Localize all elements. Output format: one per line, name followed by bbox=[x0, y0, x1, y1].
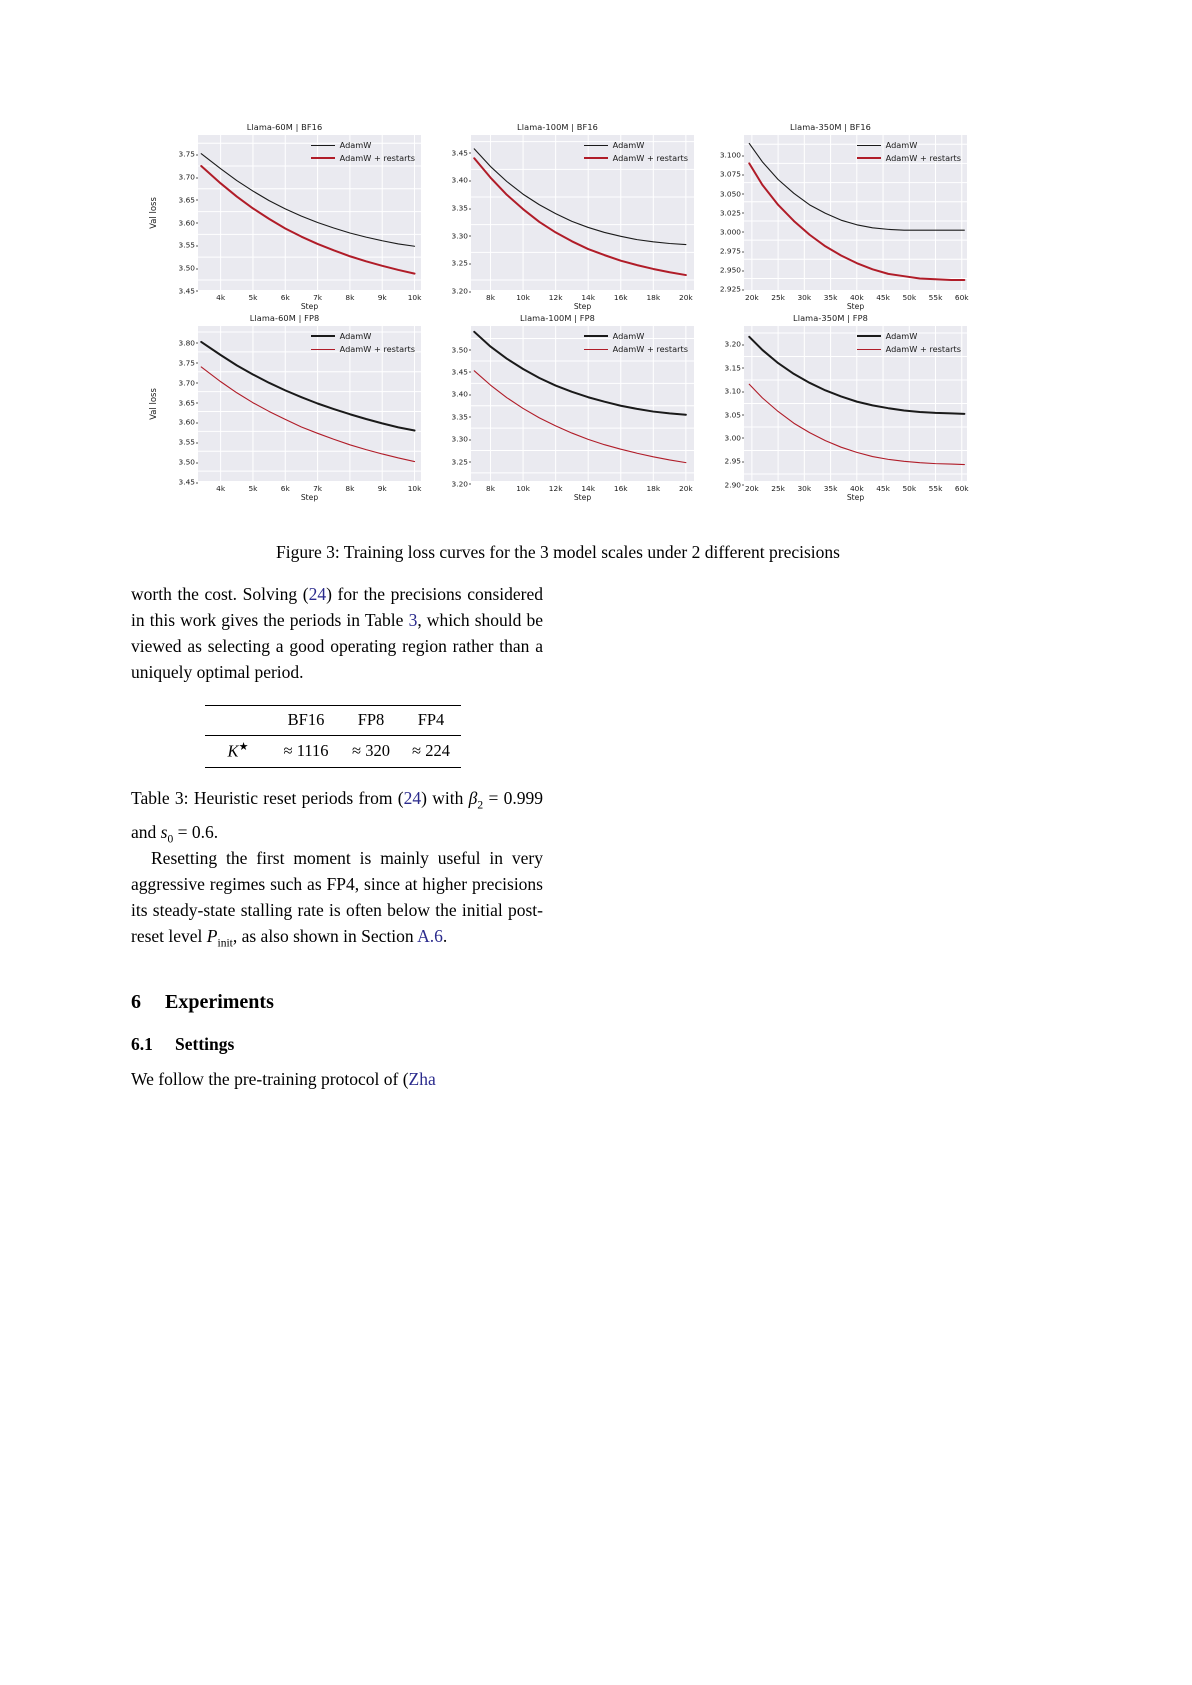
y-axis-label-container bbox=[694, 326, 710, 481]
x-tick-label: 25k bbox=[771, 484, 785, 493]
legend-swatch-adamw bbox=[857, 145, 881, 146]
y-tick-label: 3.40 bbox=[451, 389, 468, 399]
para1-part-c: , which should be viewed as selecting a good operating region rather than a uniquely optimal period. bbox=[131, 610, 543, 682]
y-tick-label: 2.975 bbox=[719, 246, 741, 256]
legend-item-restarts bbox=[311, 344, 415, 354]
legend-label-adamw: AdamW bbox=[612, 140, 645, 150]
y-axis-label-container bbox=[148, 326, 164, 481]
table-cell-fp4: ≈ 224 bbox=[401, 736, 461, 768]
x-tick-label: 18k bbox=[646, 293, 661, 302]
star-superscript: ★ bbox=[238, 741, 249, 753]
y-axis-label-container bbox=[421, 135, 437, 290]
x-tick-label: 40k bbox=[849, 293, 864, 302]
chart-llama-100m-fp8 bbox=[421, 313, 694, 504]
x-tick-label: 30k bbox=[797, 293, 812, 302]
section-6-number: 6 bbox=[131, 991, 141, 1013]
x-axis-ticks bbox=[471, 290, 694, 303]
x-tick-label: 10k bbox=[407, 293, 422, 302]
y-axis-ticks bbox=[710, 326, 744, 490]
x-axis-label: Step bbox=[573, 493, 592, 502]
y-tick-label: 3.25 bbox=[451, 258, 468, 268]
table-row bbox=[205, 736, 461, 768]
x-tick-label: 5k bbox=[248, 293, 258, 302]
ref-eq-24-table[interactable]: 24 bbox=[403, 788, 422, 808]
x-axis-label: Step bbox=[300, 493, 319, 502]
legend bbox=[311, 140, 415, 163]
para3-a: We follow the pre-training protocol of ( bbox=[131, 1069, 409, 1089]
ref-eq-24[interactable]: 24 bbox=[308, 584, 327, 604]
x-axis-label: Step bbox=[846, 302, 865, 311]
para1-part-b: ) for the precisions considered in this work gives the periods in Table bbox=[131, 584, 543, 630]
table-row-label bbox=[205, 736, 271, 768]
para2-lead: Resetting the first moment is mainly useful in very aggressive regimes such as FP4, since at higher precisions its steady-state stalling rate is often below the initial post-reset level bbox=[131, 848, 543, 946]
p-symbol: P bbox=[206, 926, 218, 946]
x-tick-label: 5k bbox=[248, 484, 258, 493]
table-header-blank bbox=[205, 706, 271, 736]
x-tick-label: 14k bbox=[581, 484, 596, 493]
x-axis-ticks bbox=[198, 481, 421, 494]
y-axis-label: Val loss bbox=[148, 387, 159, 420]
y-tick-label: 3.05 bbox=[724, 410, 741, 419]
table-cell-bf16: ≈ 1116 bbox=[271, 736, 341, 768]
x-axis-label: Step bbox=[573, 302, 592, 311]
y-tick-label: 3.20 bbox=[451, 286, 468, 296]
legend-item-restarts bbox=[857, 153, 961, 163]
legend bbox=[857, 331, 961, 354]
legend-item-adamw bbox=[857, 331, 961, 341]
legend-swatch-adamw bbox=[584, 335, 608, 337]
x-tick-label: 20k bbox=[745, 484, 759, 493]
legend-swatch-adamw bbox=[857, 335, 881, 337]
table-caption-a: Table 3: Heuristic reset periods from ( bbox=[131, 788, 404, 808]
x-tick-label: 20k bbox=[679, 293, 693, 302]
plot-area bbox=[198, 135, 421, 290]
x-tick-label: 18k bbox=[646, 484, 661, 493]
x-tick-label: 60k bbox=[954, 293, 969, 302]
legend-swatch-adamw bbox=[311, 335, 335, 337]
y-tick-label: 3.20 bbox=[724, 339, 741, 349]
p-init-subscript: init bbox=[217, 937, 233, 950]
x-tick-label: 35k bbox=[823, 484, 838, 493]
y-tick-label: 3.20 bbox=[451, 479, 468, 489]
x-tick-label: 45k bbox=[876, 484, 890, 493]
plot-area bbox=[198, 326, 421, 481]
chart-title: Llama-100M | FP8 bbox=[520, 313, 595, 323]
ref-table-3[interactable]: 3 bbox=[408, 610, 418, 630]
legend-label-restarts: AdamW + restarts bbox=[885, 344, 961, 354]
y-tick-label: 3.30 bbox=[451, 231, 468, 241]
para2-end: . bbox=[442, 926, 448, 946]
beta-subscript: 2 bbox=[477, 799, 484, 812]
y-tick-label: 3.45 bbox=[451, 367, 468, 377]
y-axis-ticks bbox=[437, 135, 471, 296]
y-tick-label: 3.15 bbox=[724, 363, 741, 373]
section-61-title: Settings bbox=[175, 1034, 235, 1054]
x-tick-label: 35k bbox=[823, 293, 838, 302]
legend-swatch-restarts bbox=[857, 349, 881, 350]
x-tick-label: 55k bbox=[928, 484, 943, 493]
legend-label-restarts: AdamW + restarts bbox=[612, 153, 688, 163]
legend-label-adamw: AdamW bbox=[612, 331, 645, 341]
y-tick-label: 3.025 bbox=[719, 208, 741, 218]
x-tick-label: 60k bbox=[954, 484, 969, 493]
y-axis-label: Val loss bbox=[148, 196, 159, 229]
y-tick-label: 3.45 bbox=[451, 148, 468, 158]
x-tick-label: 4k bbox=[216, 484, 226, 493]
y-tick-label: 3.30 bbox=[451, 434, 468, 444]
s-symbol: s bbox=[160, 821, 168, 842]
chart-llama-100m-bf16 bbox=[421, 122, 694, 313]
x-tick-label: 6k bbox=[280, 484, 290, 493]
y-tick-label: 3.45 bbox=[178, 477, 195, 487]
legend-label-restarts: AdamW + restarts bbox=[339, 153, 415, 163]
x-tick-label: 50k bbox=[902, 293, 917, 302]
y-tick-label: 3.65 bbox=[178, 195, 195, 205]
legend bbox=[311, 331, 415, 354]
y-axis-label-container bbox=[148, 135, 164, 290]
y-tick-label: 3.70 bbox=[178, 378, 195, 388]
y-tick-label: 3.80 bbox=[178, 338, 195, 348]
chart-row-bf16 bbox=[148, 122, 968, 313]
y-tick-label: 3.00 bbox=[724, 433, 741, 443]
plot-area bbox=[744, 135, 967, 290]
figure-3 bbox=[148, 122, 968, 504]
legend-item-adamw bbox=[584, 140, 688, 150]
legend bbox=[857, 140, 961, 163]
x-tick-label: 10k bbox=[516, 484, 530, 493]
x-tick-label: 16k bbox=[613, 484, 628, 493]
chart-title: Llama-350M | FP8 bbox=[793, 313, 868, 323]
legend-item-adamw bbox=[311, 140, 415, 150]
y-axis-label-container bbox=[694, 135, 710, 290]
legend-label-adamw: AdamW bbox=[339, 331, 372, 341]
legend-label-adamw: AdamW bbox=[885, 331, 918, 341]
legend-swatch-adamw bbox=[311, 145, 335, 146]
chart-title: Llama-100M | BF16 bbox=[517, 122, 598, 132]
table-header-fp8: FP8 bbox=[341, 706, 401, 736]
x-tick-label: 14k bbox=[581, 293, 596, 302]
table-caption-b: ) with bbox=[421, 788, 469, 808]
x-tick-label: 30k bbox=[797, 484, 812, 493]
legend bbox=[584, 140, 688, 163]
y-axis-ticks bbox=[437, 326, 471, 489]
chart-row-fp8 bbox=[148, 313, 968, 504]
chart-title: Llama-60M | FP8 bbox=[249, 313, 320, 323]
plot-area bbox=[471, 135, 694, 290]
x-tick-label: 45k bbox=[876, 293, 890, 302]
legend-item-adamw bbox=[584, 331, 688, 341]
x-tick-label: 10k bbox=[516, 293, 530, 302]
x-axis-ticks bbox=[471, 481, 694, 494]
legend-label-restarts: AdamW + restarts bbox=[612, 344, 688, 354]
x-tick-label: 40k bbox=[849, 484, 864, 493]
y-axis-ticks bbox=[164, 326, 198, 487]
chart-title: Llama-60M | BF16 bbox=[246, 122, 323, 132]
table-caption-c: = 0.999 and bbox=[131, 788, 543, 842]
y-tick-label: 3.000 bbox=[719, 227, 741, 237]
y-tick-label: 2.95 bbox=[724, 456, 741, 466]
x-tick-label: 7k bbox=[313, 484, 323, 493]
x-tick-label: 55k bbox=[928, 293, 943, 302]
paragraph-settings bbox=[131, 1066, 543, 1092]
x-tick-label: 12k bbox=[548, 484, 563, 493]
x-axis-ticks bbox=[198, 290, 421, 303]
y-tick-label: 2.90 bbox=[724, 480, 741, 490]
section-6-heading bbox=[131, 989, 543, 1015]
legend-item-restarts bbox=[857, 344, 961, 354]
x-tick-label: 25k bbox=[771, 293, 785, 302]
table-cell-fp8: ≈ 320 bbox=[341, 736, 401, 768]
table-caption-d: = 0.6. bbox=[173, 821, 219, 842]
y-tick-label: 3.50 bbox=[451, 345, 468, 355]
x-tick-label: 8k bbox=[486, 293, 496, 302]
x-tick-label: 16k bbox=[613, 293, 628, 302]
y-tick-label: 3.40 bbox=[451, 175, 468, 185]
chart-llama-60m-fp8 bbox=[148, 313, 421, 504]
legend bbox=[584, 331, 688, 354]
legend-item-adamw bbox=[311, 331, 415, 341]
k-symbol: K bbox=[227, 741, 239, 761]
x-tick-label: 12k bbox=[548, 293, 563, 302]
y-axis-ticks bbox=[164, 135, 198, 296]
plot-area bbox=[744, 326, 967, 481]
table-header-fp4: FP4 bbox=[401, 706, 461, 736]
y-tick-label: 3.55 bbox=[178, 437, 195, 447]
x-tick-label: 20k bbox=[745, 293, 759, 302]
legend-item-restarts bbox=[584, 344, 688, 354]
y-tick-label: 3.10 bbox=[724, 386, 741, 396]
chart-title: Llama-350M | BF16 bbox=[790, 122, 871, 132]
plot-area bbox=[471, 326, 694, 481]
paragraph-worth-the-cost bbox=[131, 581, 543, 685]
legend-swatch-adamw bbox=[584, 145, 608, 146]
legend-item-restarts bbox=[311, 153, 415, 163]
y-tick-label: 3.25 bbox=[451, 457, 468, 467]
y-tick-label: 3.60 bbox=[178, 218, 195, 228]
y-axis-label-container bbox=[421, 326, 437, 481]
x-tick-label: 9k bbox=[377, 484, 387, 493]
section-61-number: 6.1 bbox=[131, 1034, 153, 1054]
section-6-title: Experiments bbox=[165, 991, 274, 1013]
chart-llama-350m-fp8 bbox=[694, 313, 967, 504]
y-tick-label: 2.925 bbox=[719, 284, 741, 294]
legend-item-restarts bbox=[584, 153, 688, 163]
figure-caption: Figure 3: Training loss curves for the 3 model scales under 2 different precisions bbox=[276, 542, 840, 562]
legend-label-adamw: AdamW bbox=[885, 140, 918, 150]
table-header-bf16: BF16 bbox=[271, 706, 341, 736]
para1-part-a: worth the cost. Solving ( bbox=[131, 584, 309, 604]
x-tick-label: 8k bbox=[345, 484, 355, 493]
section-61-heading bbox=[131, 1031, 543, 1057]
y-tick-label: 3.100 bbox=[719, 150, 741, 160]
legend-swatch-restarts bbox=[857, 157, 881, 159]
x-axis-label: Step bbox=[846, 493, 865, 502]
ref-citation-zha[interactable]: Zha bbox=[408, 1069, 436, 1089]
chart-llama-350m-bf16 bbox=[694, 122, 967, 313]
table-3-caption bbox=[131, 785, 543, 852]
x-tick-label: 50k bbox=[902, 484, 917, 493]
x-tick-label: 8k bbox=[345, 293, 355, 302]
y-tick-label: 3.50 bbox=[178, 457, 195, 467]
y-tick-label: 3.75 bbox=[178, 358, 195, 368]
legend-label-adamw: AdamW bbox=[339, 140, 372, 150]
y-tick-label: 3.075 bbox=[719, 169, 741, 179]
table-header-row bbox=[205, 706, 461, 736]
x-tick-label: 4k bbox=[216, 293, 226, 302]
s-subscript: 0 bbox=[167, 833, 174, 845]
ref-section-a6[interactable]: A.6 bbox=[417, 926, 443, 946]
legend-swatch-restarts bbox=[584, 157, 608, 159]
y-tick-label: 2.950 bbox=[719, 265, 741, 275]
y-tick-label: 3.55 bbox=[178, 240, 195, 250]
legend-item-adamw bbox=[857, 140, 961, 150]
chart-llama-60m-bf16 bbox=[148, 122, 421, 313]
y-tick-label: 3.50 bbox=[178, 263, 195, 273]
y-tick-label: 3.75 bbox=[178, 149, 195, 159]
paragraph-resetting-first-moment bbox=[131, 845, 543, 957]
para2-mid: , as also shown in Section bbox=[232, 926, 418, 946]
legend-swatch-restarts bbox=[311, 349, 335, 350]
x-tick-label: 20k bbox=[679, 484, 693, 493]
y-tick-label: 3.45 bbox=[178, 286, 195, 296]
reset-periods-table bbox=[205, 705, 461, 768]
y-tick-label: 3.70 bbox=[178, 172, 195, 182]
x-axis-ticks bbox=[744, 290, 967, 303]
legend-swatch-restarts bbox=[311, 157, 335, 159]
x-tick-label: 7k bbox=[313, 293, 323, 302]
x-tick-label: 9k bbox=[377, 293, 387, 302]
legend-label-restarts: AdamW + restarts bbox=[339, 344, 415, 354]
x-tick-label: 8k bbox=[486, 484, 496, 493]
y-tick-label: 3.65 bbox=[178, 398, 195, 408]
legend-swatch-restarts bbox=[584, 349, 608, 350]
table-3 bbox=[205, 705, 461, 768]
x-tick-label: 10k bbox=[407, 484, 422, 493]
y-axis-ticks bbox=[710, 135, 744, 294]
beta-symbol: β bbox=[468, 788, 478, 808]
x-axis-label: Step bbox=[300, 302, 319, 311]
y-tick-label: 3.35 bbox=[451, 412, 468, 422]
y-tick-label: 3.60 bbox=[178, 417, 195, 427]
legend-label-restarts: AdamW + restarts bbox=[885, 153, 961, 163]
y-tick-label: 3.050 bbox=[719, 189, 741, 199]
x-axis-ticks bbox=[744, 481, 967, 494]
y-tick-label: 3.35 bbox=[451, 203, 468, 213]
x-tick-label: 6k bbox=[280, 293, 290, 302]
